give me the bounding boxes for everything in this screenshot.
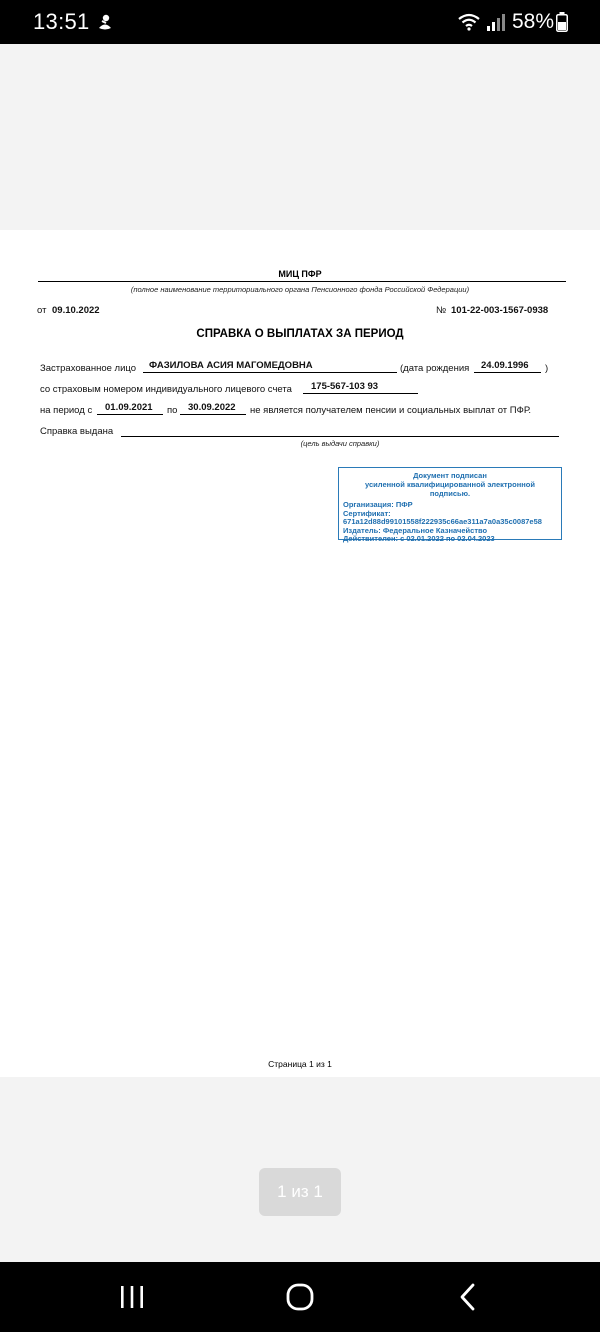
document-title: СПРАВКА О ВЫПЛАТАХ ЗА ПЕРИОД — [196, 328, 404, 340]
signature-org: Организация: ПФР — [343, 500, 413, 509]
recent-apps-icon — [119, 1284, 145, 1310]
signature-cert-label: Сертификат: — [343, 508, 391, 518]
period-from-line — [97, 402, 163, 415]
back-icon — [458, 1283, 478, 1311]
issued-line — [121, 426, 559, 437]
back-button[interactable] — [448, 1280, 488, 1314]
document-date: 09.10.2022 — [52, 305, 100, 316]
status-text: не является получателем пенсии и социальных выплат от ПФР. — [250, 405, 531, 416]
period-from-label: на период с — [40, 405, 93, 416]
e-signature-stamp — [338, 467, 562, 543]
snils-label: со страховым номером индивидуального лицевого счета — [40, 384, 292, 395]
recent-apps-button[interactable] — [112, 1280, 152, 1314]
signature-cert: 671a12d88d99101558f222935c66ae311a7a0a35c0087e58 — [343, 517, 542, 526]
birth-date-line — [474, 360, 541, 373]
period-to-line — [180, 402, 246, 415]
issued-label: Справка выдана — [40, 426, 114, 437]
org-name-underline — [38, 281, 566, 282]
insured-name: ФАЗИЛОВА АСИЯ МАГОМЕДОВНА — [149, 360, 313, 371]
purpose-caption: (цель выдачи справки) — [300, 439, 380, 448]
signature-heading-1: Документ подписан — [413, 471, 487, 480]
snils-line — [303, 381, 418, 394]
period-to-label: по — [167, 405, 178, 416]
battery-percent: 58% — [512, 10, 555, 33]
signal-icon — [486, 13, 506, 31]
signature-valid: Действителен: с 02.01.2022 по 02.04.2023 — [343, 534, 495, 543]
home-button[interactable] — [280, 1280, 320, 1314]
wifi-icon — [458, 13, 480, 31]
period-to: 30.09.2022 — [188, 402, 236, 413]
status-bar — [0, 0, 600, 44]
signature-heading-2: усиленной квалифицированной электронной — [365, 480, 535, 489]
home-icon — [285, 1282, 315, 1312]
insured-name-line — [143, 360, 397, 373]
org-caption: (полное наименование территориального органа Пенсионного фонда Российской Федерации) — [130, 285, 470, 294]
document-number: 101-22-003-1567-0938 — [451, 305, 549, 316]
page-indicator[interactable]: 1 из 1 — [259, 1168, 341, 1216]
signature-issuer: Издатель: Федеральное Казначейство — [343, 525, 488, 535]
navigation-bar — [0, 1262, 600, 1332]
org-name: МИЦ ПФР — [278, 269, 322, 279]
document-page — [0, 230, 600, 1077]
number-label: № — [436, 305, 447, 316]
signature-heading-3: подписью. — [429, 489, 471, 498]
birth-date: 24.09.1996 — [481, 360, 529, 371]
birth-close: ) — [545, 363, 549, 374]
insured-label: Застрахованное лицо — [40, 363, 137, 374]
birth-label: (дата рождения — [400, 363, 470, 374]
battery-icon — [556, 12, 568, 32]
date-label: от — [37, 305, 47, 316]
notification-icon — [96, 12, 114, 32]
period-from: 01.09.2021 — [105, 402, 153, 413]
page-number: Страница 1 из 1 — [268, 1059, 332, 1069]
status-time: 13:51 — [33, 9, 90, 34]
snils: 175-567-103 93 — [311, 381, 379, 392]
